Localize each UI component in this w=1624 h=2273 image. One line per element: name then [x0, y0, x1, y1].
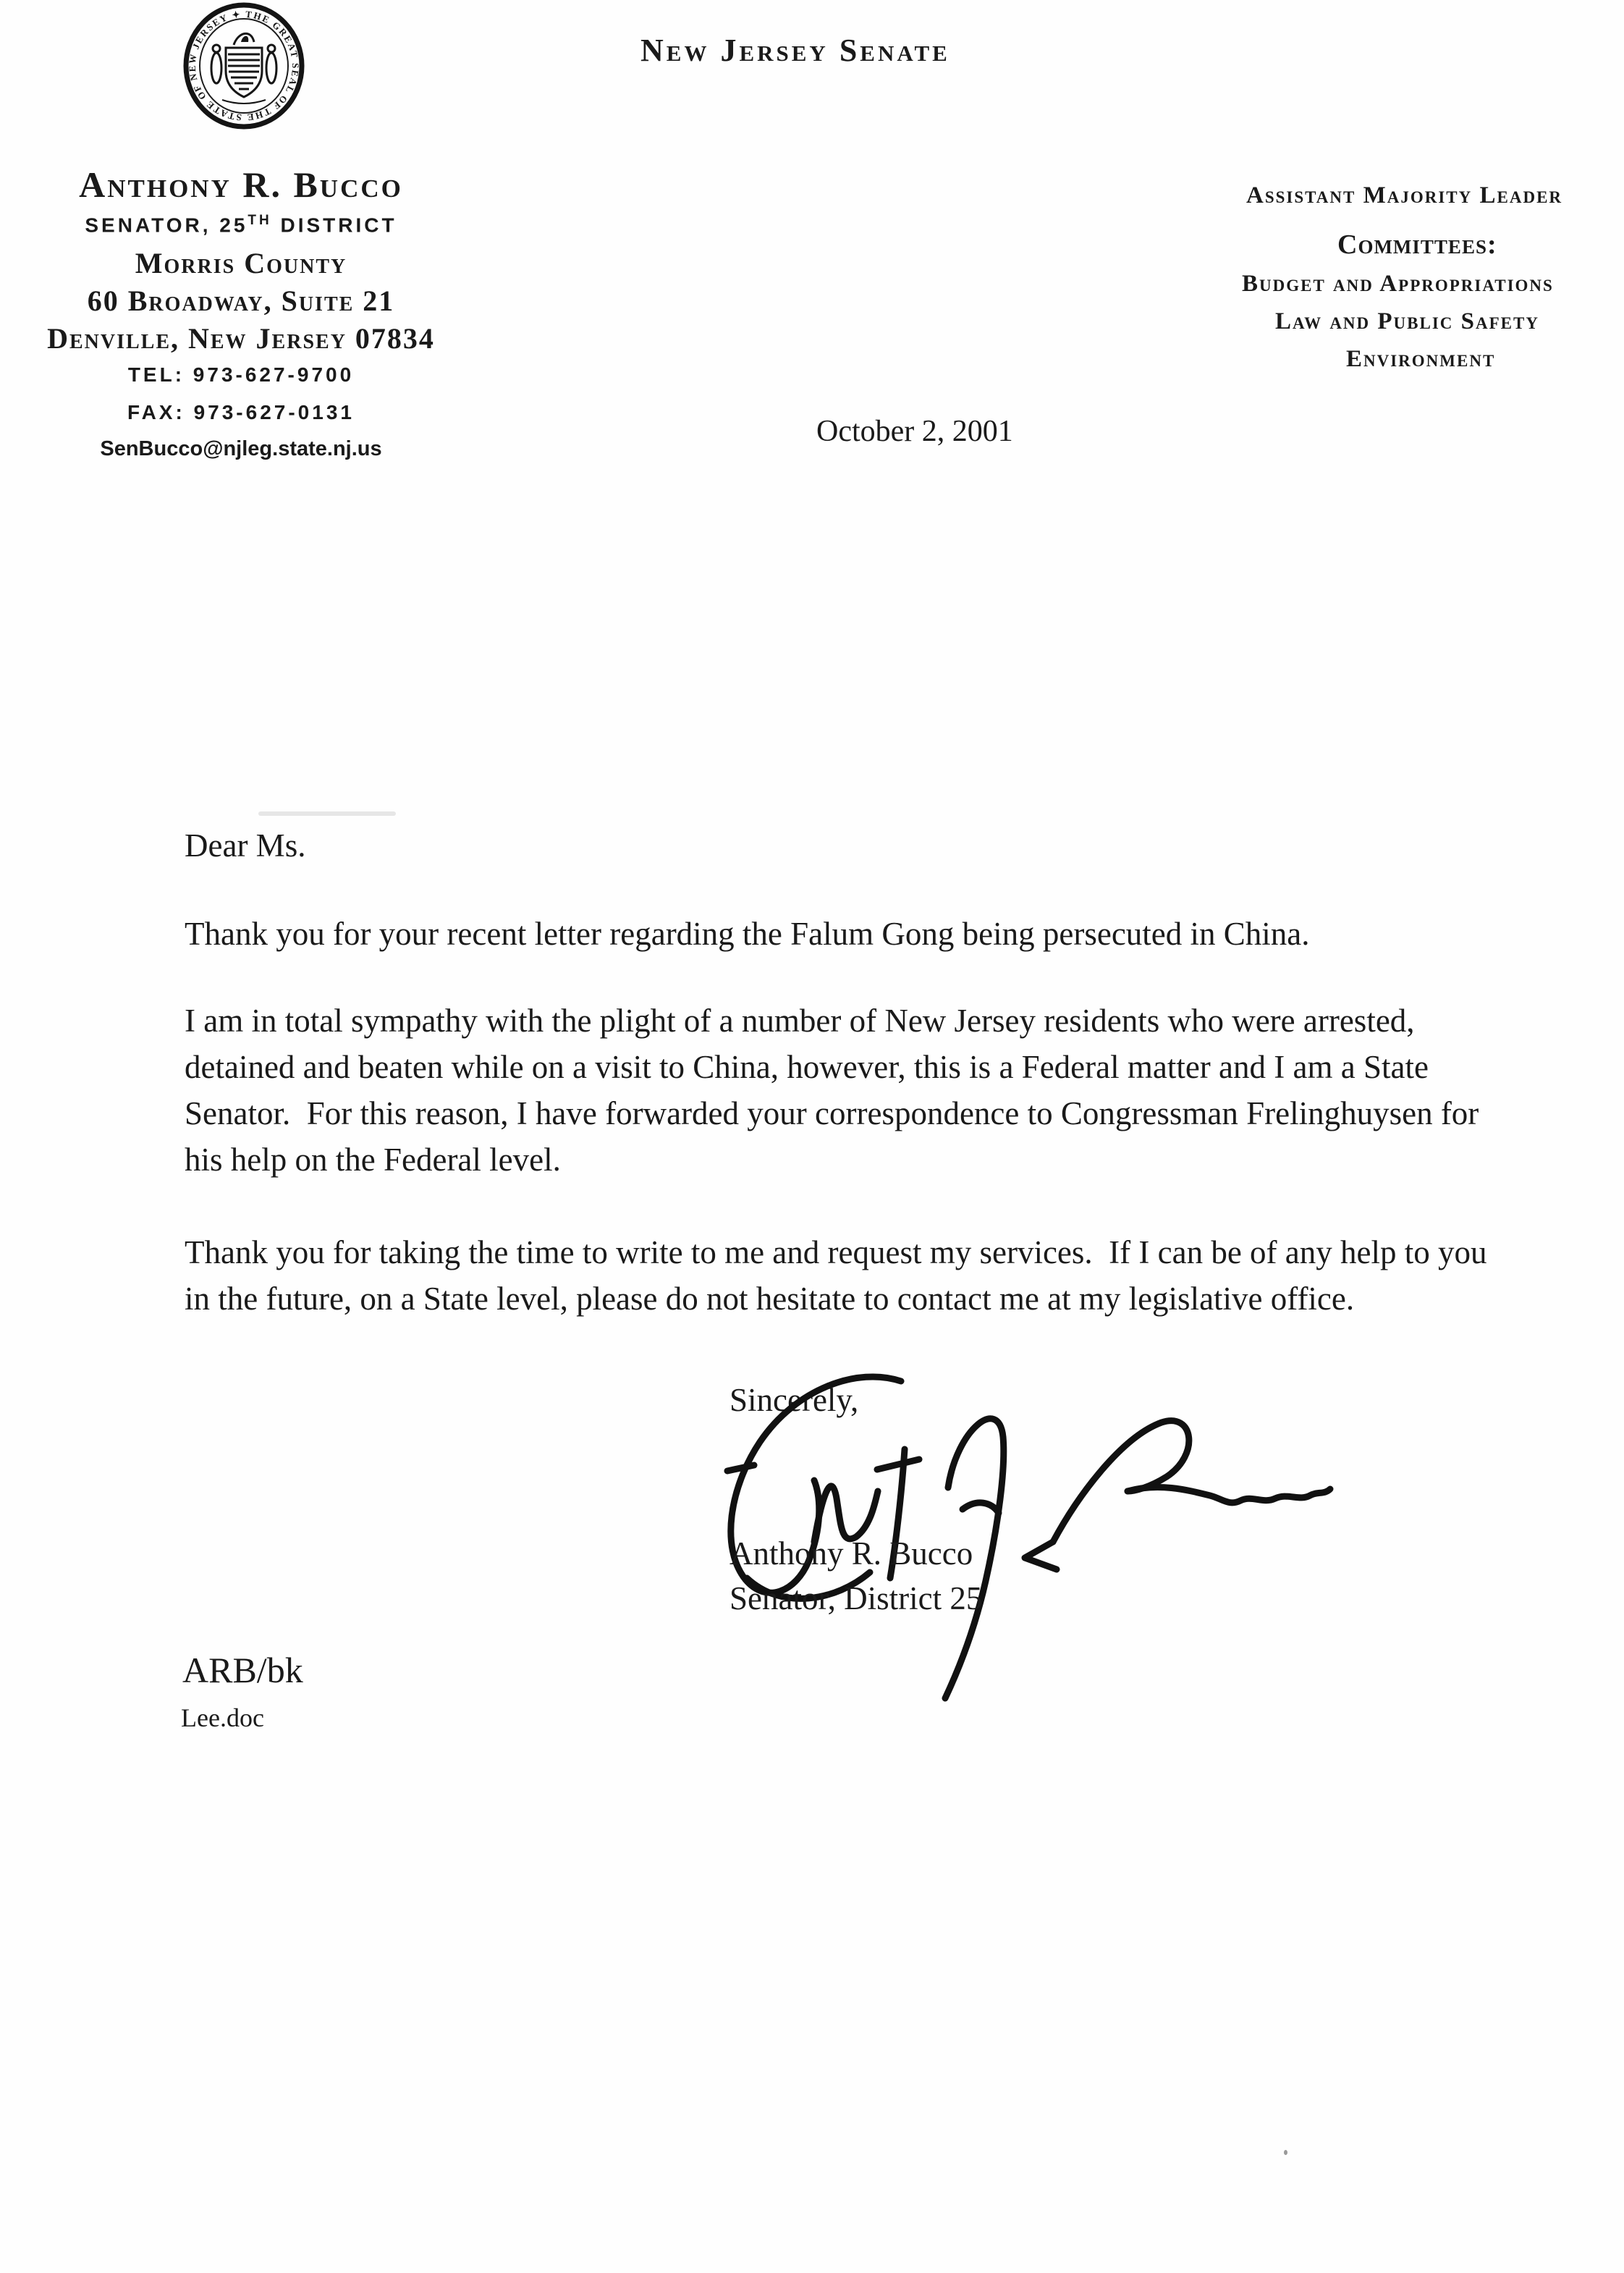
committee-law-public-safety: Law and Public Safety — [1275, 308, 1539, 334]
address-line-1: 60 Broadway, Suite 21 — [87, 284, 395, 317]
new-jersey-state-seal — [182, 1, 306, 130]
closing-salutation: Sincerely, — [729, 1382, 859, 1418]
senator-name: Anthony R. Bucco — [79, 164, 403, 205]
telephone-line: TEL: 973-627-9700 — [127, 363, 355, 386]
reference-initials: ARB/bk — [182, 1650, 303, 1690]
signer-title: Senator, District 25 — [729, 1580, 983, 1616]
county-line: Morris County — [135, 247, 347, 279]
senator-district-line — [6, 213, 476, 237]
senator-district-prefix: SENATOR, 25 — [85, 214, 248, 237]
committee-budget: Budget and Appropriations — [1242, 271, 1554, 297]
body-paragraph-2: I am in total sympathy with the plight of a number of New Jersey residents who were arrested, detained and beaten while on a visit to China, however, this is a Federal matter and I am a State Senator. For this reason, I have forwarded your correspondence to Congressman Frelinghuysen for his help on the Federal level. — [185, 1003, 1487, 1178]
organization-title: New Jersey Senate — [640, 33, 950, 68]
scan-speck — [1284, 2150, 1287, 2155]
senator-district-ordinal: TH — [248, 213, 272, 228]
scan-smudge — [258, 811, 396, 816]
committee-environment: Environment — [1346, 346, 1496, 372]
body-paragraph-1: Thank you for your recent letter regarding the Falum Gong being persecuted in China. — [185, 916, 1310, 952]
leadership-position: Assistant Majority Leader — [1246, 182, 1563, 208]
date-line: October 2, 2001 — [816, 415, 1013, 448]
seal-rim-text: THE GREAT SEAL OF THE STATE OF NEW JERSEY ✦ — [186, 8, 301, 124]
signer-name: Anthony R. Bucco — [729, 1535, 973, 1572]
file-reference: Lee.doc — [181, 1703, 264, 1732]
body-paragraph-3: Thank you for taking the time to write to me and request my services. If I can be of any help to you in the future, on a State level, please do not hesitate to contact me at my legislative office. — [185, 1234, 1495, 1317]
committees-heading: Committees: — [1337, 229, 1497, 260]
salutation: Dear Ms. — [185, 827, 306, 864]
fax-line: FAX: 973-627-0131 — [127, 401, 355, 423]
address-line-2: Denville, New Jersey 07834 — [47, 322, 435, 355]
email-line: SenBucco@njleg.state.nj.us — [100, 437, 382, 460]
senator-district-suffix: DISTRICT — [271, 214, 397, 237]
seal-coat-of-arms — [211, 33, 276, 104]
